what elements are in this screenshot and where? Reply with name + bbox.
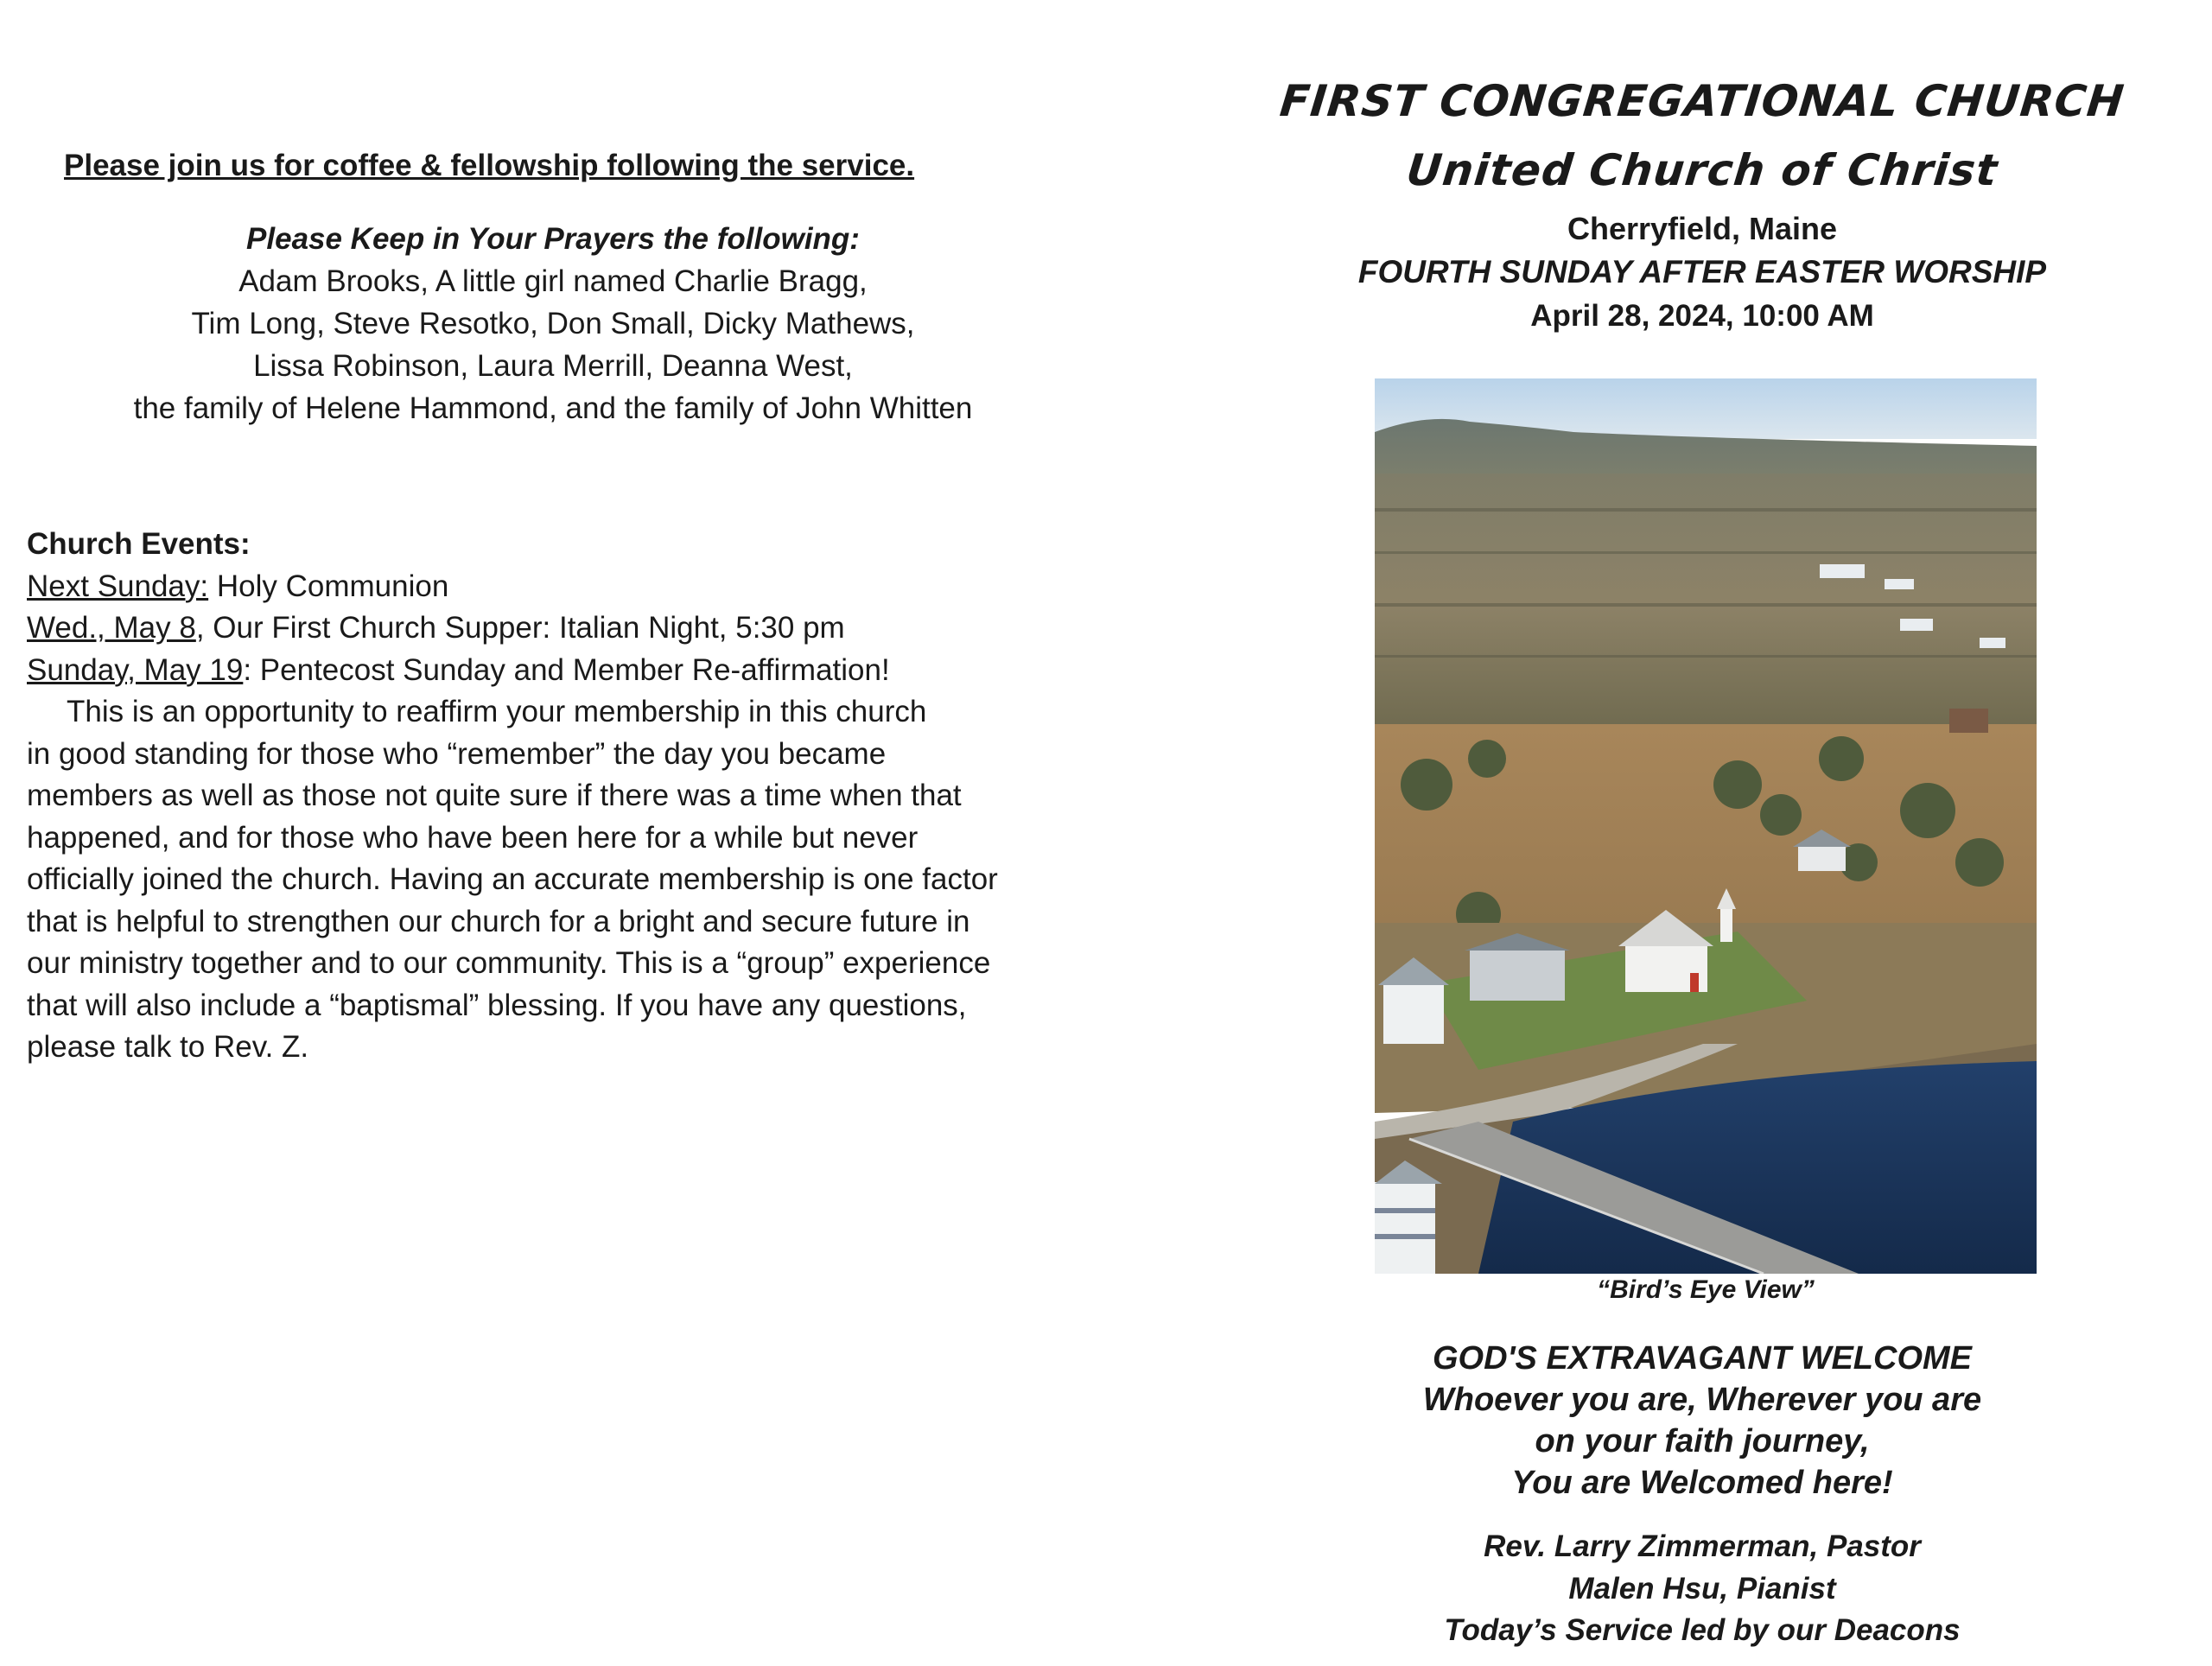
reaffirmation-paragraph-line: please talk to Rev. Z. xyxy=(27,1030,309,1064)
reaffirmation-paragraph-line: that will also include a “baptismal” blessing. If you have any questions, xyxy=(27,988,967,1022)
event-item xyxy=(27,607,1090,650)
welcome-line: Whoever you are, Wherever you are xyxy=(1422,1382,1982,1418)
reaffirmation-paragraph-line: in good standing for those who “remember” the day you became xyxy=(27,736,887,771)
reaffirmation-paragraph-line: happened, and for those who have been here for a while but never xyxy=(27,820,918,855)
service-title: FOURTH SUNDAY AFTER EASTER WORSHIP xyxy=(1357,254,2047,289)
staff-list xyxy=(1270,1526,2134,1652)
staff-line: Rev. Larry Zimmerman, Pastor xyxy=(1484,1529,1921,1563)
event-item xyxy=(27,566,1090,608)
event-text: : Pentecost Sunday and Member Re-affirmation! xyxy=(243,652,890,687)
welcome-line: You are Welcomed here! xyxy=(1511,1465,1893,1501)
coffee-fellowship-note: Please join us for coffee & fellowship following the service. xyxy=(64,149,915,182)
reaffirmation-paragraph-line: our ministry together and to our community. This is a “group” experience xyxy=(27,946,991,980)
prayer-list-title: Please Keep in Your Prayers the following: xyxy=(246,222,860,256)
staff-line: Malen Hsu, Pianist xyxy=(1568,1571,1836,1606)
staff-line: Today’s Service led by our Deacons xyxy=(1444,1613,1961,1647)
event-text: Holy Communion xyxy=(208,569,449,603)
welcome-heading: GOD'S EXTRAVAGANT WELCOME xyxy=(1432,1340,1973,1377)
prayer-line: the family of Helene Hammond, and the family of John Whitten xyxy=(133,391,973,425)
church-events-title: Church Events: xyxy=(27,527,251,561)
event-item xyxy=(27,650,1090,692)
reaffirmation-paragraph-line: members as well as those not quite sure if there was a time when that xyxy=(27,779,962,812)
aerial-photo xyxy=(1375,378,2037,1274)
reaffirmation-paragraph-line: This is an opportunity to reaffirm your membership in this church xyxy=(67,695,927,728)
church-location: Cherryfield, Maine xyxy=(1567,211,1838,246)
denomination: United Church of Christ xyxy=(1404,145,2000,195)
prayer-line: Adam Brooks, A little girl named Charlie Bragg, xyxy=(238,264,868,298)
church-name: FIRST CONGREGATIONAL CHURCH xyxy=(1277,76,2127,126)
prayer-list xyxy=(52,218,1054,429)
prayer-line: Tim Long, Steve Resotko, Don Small, Dicky Mathews, xyxy=(191,307,915,340)
church-events xyxy=(27,524,1090,1069)
welcome-message xyxy=(1270,1338,2134,1504)
prayer-line: Lissa Robinson, Laura Merrill, Deanna West, xyxy=(253,349,853,383)
event-date: Sunday, May 19 xyxy=(27,652,244,687)
reaffirmation-paragraph-line: that is helpful to strengthen our church for a bright and secure future in xyxy=(27,904,970,938)
event-date: Wed., May 8 xyxy=(27,611,196,645)
welcome-line: on your faith journey, xyxy=(1535,1423,1870,1459)
photo-caption: “Bird’s Eye View” xyxy=(1597,1275,1815,1304)
event-date: Next Sunday: xyxy=(27,569,209,603)
event-text: , Our First Church Supper: Italian Night, 5:30 pm xyxy=(195,611,845,645)
reaffirmation-paragraph-line: officially joined the church. Having an accurate membership is one factor xyxy=(27,862,998,896)
service-date: April 28, 2024, 10:00 AM xyxy=(1530,299,1874,333)
